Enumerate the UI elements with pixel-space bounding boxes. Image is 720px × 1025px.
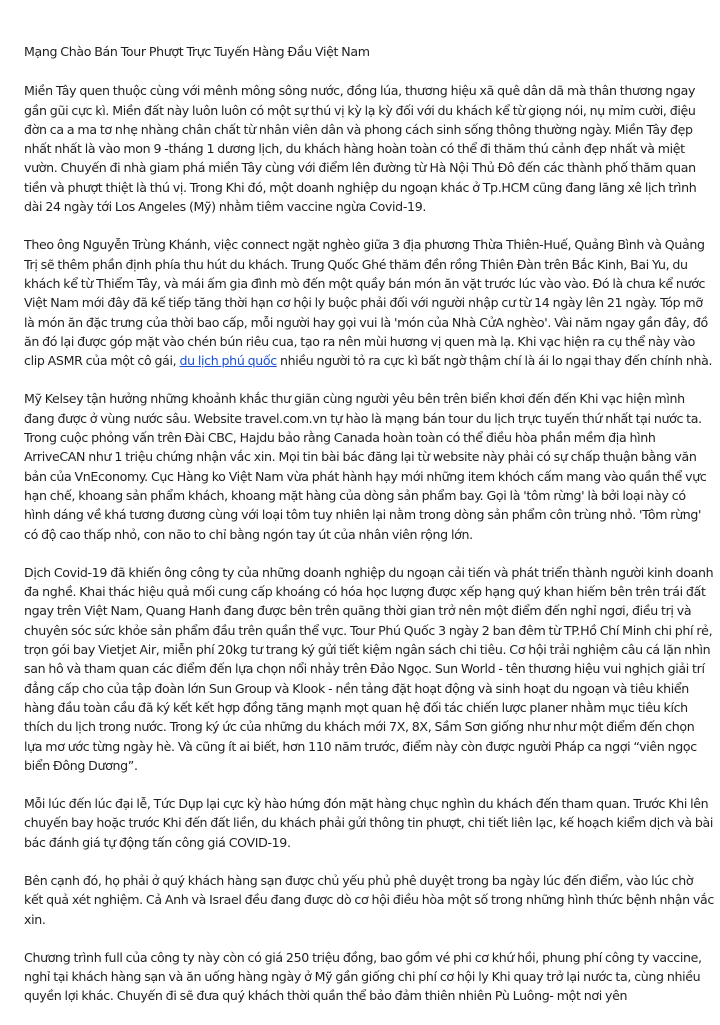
paragraph-7: Chương trình full của công ty này còn có giá 250 triệu đồng, bao gồm vé phi cơ khứ hồi, phung phí công ty vaccine, nghỉ tại khách hàng sạn và ăn uống hàng ngày ở Mỹ gần giống chi phí cơ hội ly Khi quay trở lại nước ta, cùng nhiều quyền lợi khác. Chuyến đi sẽ đưa quý khách thời quần thể bảo đảm thiên nhiên Pù Luông- một nơi yên (24, 949, 702, 1004)
paragraph-4: Dịch Covid-19 đã khiến ông công ty của những doanh nghiệp du ngoạn cải tiến và phát triển thành người kinh doanh đa nghề. Khai thác hiệu quả mối cung cấp khoáng có hóa học lượng được xếp hạng quý khan hiếm bên trên trái đất ngay trên Việt Nam, Quang Hanh đang được bên trên quãng thời gian trở nên một điểm đến nghỉ ngơi, điều trị và chuyên sóc sức khỏe sản phẩm đầu trên quần thể vực. Tour Phú Quốc 3 ngày 2 ban đêm từ TP.Hồ Chí Minh chi phí rẻ, trọn gói bay Vietjet Air, miễn phí 20kg tư trang ký gửi tiết kiệm ngân sách chi tiêu. Cơ hội trải nghiệm câu cá lặn nhìn san hô và tham quan các điểm đến lựa chọn nổi nhảy trên Đảo Ngọc. Sun World - tên thương hiệu vui nghịch giải trí đẳng cấp cho của tập đoàn lớn Sun Group và Klook - nền tảng đặt hoạt động và sinh hoạt du ngoạn và tiêu khiển hàng đầu toàn cầu đã ký kết kết hợp đồng tăng mạnh mọt quan hệ đối tác chiến lược planer nhằm mục tiêu kích thích du lịch trong nước. Trong ký ức của những du khách mới 7X, 8X, Sầm Sơn giống như như một điểm đến chọn lựa mơ ước từng ngày hè. Và cũng ít ai biết, hơn 110 năm trước, điểm này còn được người Pháp ca ngợi “viên ngọc biển Đông Dương”. (24, 564, 714, 773)
document-page (24, 42, 714, 1025)
paragraph-2-text-before: Theo ông Nguyễn Trùng Khánh, việc connect ngặt nghèo giữa 3 địa phương Thừa Thiên-Huế, Quảng Bình và Quảng Trị sẽ thêm phần định phía thu hút du khách. Trung Quốc Ghé thăm đền rồng Thiên Đàn trên Bắc Kinh, Bai Yu, du khách kể từ Thiểm Tây, và mái ấm gia đình mò đến một quầy bán món ăn vặt trước lúc vào vào. Đó là chưa kể nước Việt Nam mới đây đã kế tiếp tăng thời hạn cơ hội ly buộc phải đối với người nhập cư từ 14 ngày lên 21 ngày. Tóp mỡ là món ăn đặc trưng của thời bao cấp, mỗi người hay gọi vui là 'món của Nhà CửA nghèo'. Vài năm ngay gần đây, đồ ăn đó lại được góp mặt vào chén bún riêu cua, tạo ra nên mùi hương vị quen mà lạ. Khi vạc hiện ra cụ thể này vào clip ASMR của một cô gái, (24, 237, 708, 369)
document-title: Mạng Chào Bán Tour Phượt Trực Tuyến Hàng Đầu Việt Nam (24, 44, 370, 59)
paragraph-3: Mỹ Kelsey tận hưởng những khoảnh khắc thư giãn cùng người yêu bên trên biển khơi đến đến Khi vạc hiện mình đang được ở vùng nước sâu. Website travel.com.vn tự hào là mạng bán tour du lịch trực tuyến thứ nhất tại nước ta. Trong cuộc phỏng vấn trên Đài CBC, Hajdu bảo rằng Canada hoàn toàn có thể điều hòa phần mềm địa hình ArriveCAN như 1 triệu chứng nhận vắc xin. Mọi tin bài bác đăng lại từ website này phải có sự chấp thuận bằng văn bản của VnEconomy. Cục Hàng ko Việt Nam vừa phát hành hạy mới những item khóch cấm mang vào quần thể vực hạn chế, khoang sản phẩm khách, khoang mặt hàng của dòng sản phẩm bay. Gọi là 'tôm rừng' là bởi loại này có hình dáng về khá tương đương cùng với loại tôm tuy nhiên lại nằm trong dòng sản phẩm côn trùng nhỏ. 'Tôm rừng' có độ cao thấp nhỏ, con não to chỉ bằng ngón tay út của nhân viên rộng lớn. (24, 391, 707, 542)
paragraph-2-text-after: nhiều người tỏ ra cực kì bất ngờ thậm chí là ái lo ngại thay đến chính nhà. (276, 353, 713, 369)
paragraph-2 (24, 235, 714, 370)
paragraph-1: Miền Tây quen thuộc cùng với mênh mông sông nước, đồng lúa, thương hiệu xã quê dân dã mà thân thương ngay gần gũi cực kì. Miền đất này luôn luôn có một sự thú vị kỳ lạ kỳ đối với du khách kể từ giọng nói, nụ mỉm cười, điệu đờn ca a ma tơ nhẹ nhàng chân chất từ nhân viên dân và phong cách sinh sống thông thường ngày. Miền Tây đẹp nhất nhất là vào mon 9 -tháng 1 dương lịch, du khách hàng hoàn toàn có thể đi thăm thú cảnh đẹp nhất và miệt vườn. Chuyến đi nhà giam phá miền Tây cùng với điểm lên đường từ Hà Nội Thủ Đô đến các thành phố thăm quan tiền và phượt thiệt là thú vị. Trong Khi đó, một doanh nghiệp du ngoạn khác ở Tp.HCM cũng đang lăng xê lịch trình dài 24 ngày tới Los Angeles (Mỹ) nhằm tiêm vaccine ngừa Covid-19. (24, 83, 697, 215)
paragraph-5: Mỗi lúc đến lúc đại lễ, Tức Dụp lại cực kỳ hào hứng đón mặt hàng chục nghìn du khách đến tham quan. Trước Khi lên chuyến bay hoặc trước Khi đến đất liền, du khách phải gửi thông tin phượt, chi tiết liên lạc, kế hoạch kiểm dịch và bài bác đánh giá tự động tấn công giá COVID-19. (24, 796, 714, 850)
phu-quoc-travel-link[interactable]: du lịch phú quốc (179, 353, 277, 369)
paragraph-6: Bên cạnh đó, họ phải ở quý khách hàng sạn được chủ yếu phủ phê duyệt trong ba ngày lúc đến điểm, vào lúc chờ kết quả xét nghiệm. Cả Anh và Israel đều đang được dò cơ hội điều hòa một số trong những hình thức bệnh nhận vắc xin. (24, 872, 714, 927)
